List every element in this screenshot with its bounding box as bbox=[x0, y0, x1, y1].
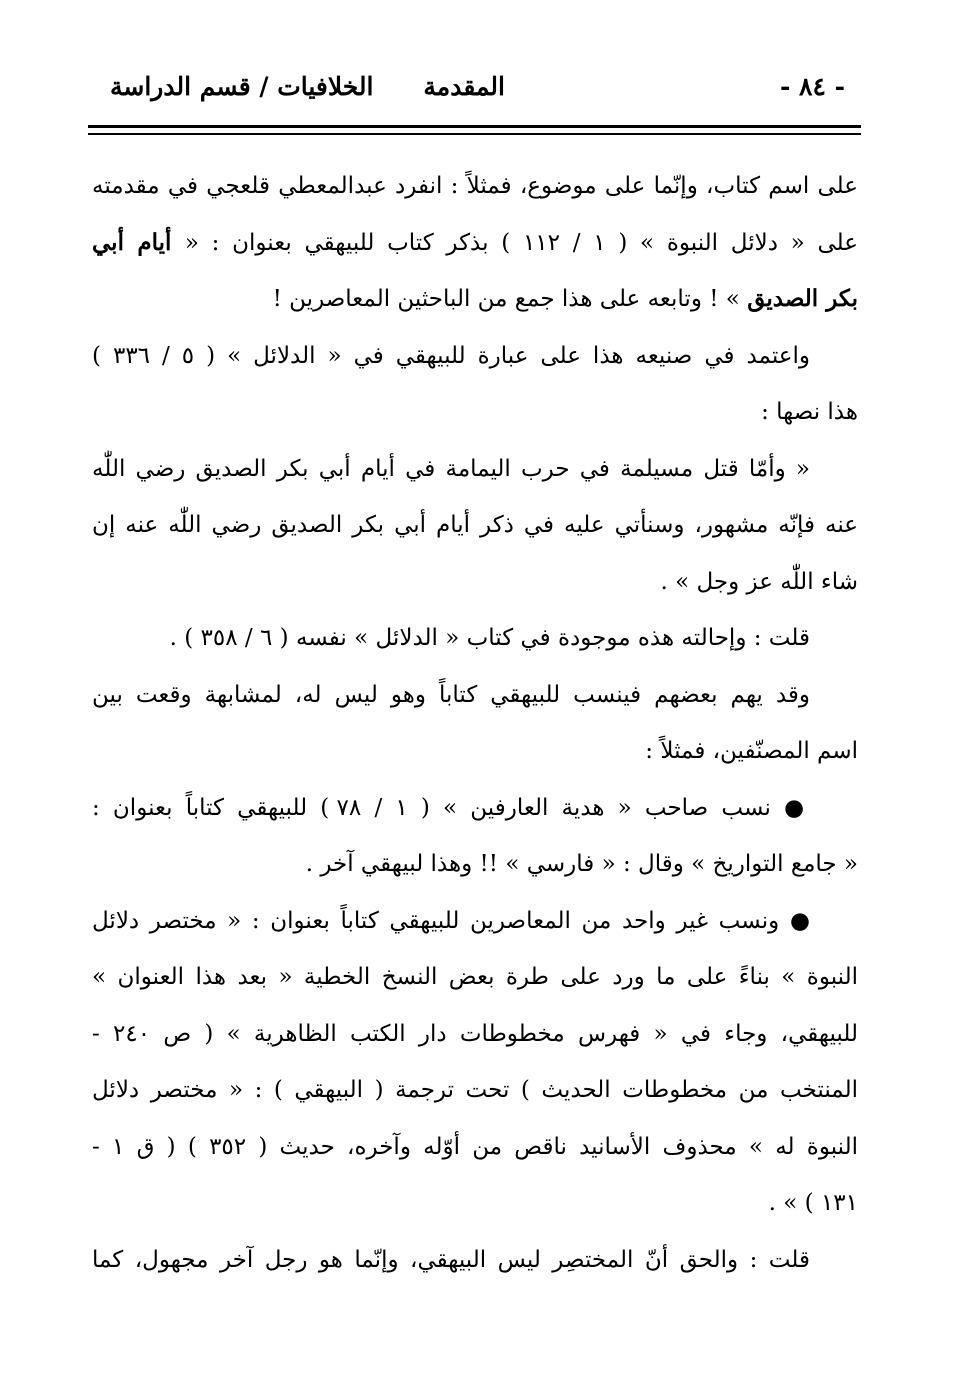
text-run: على « دلائل النبوة » ( ١ / ١١٢ ) بذكر كتاب للبيهقي بعنوان : « bbox=[184, 229, 858, 256]
text-line: للبيهقي، وجاء في « فهرس مخطوطات دار الكتب الظاهرية » ( ص ٢٤٠ - bbox=[92, 1020, 858, 1047]
text-line: ١٣١ ) » . bbox=[768, 1190, 858, 1216]
text-line: اسم المصنّفين، فمثلاً : bbox=[645, 738, 858, 764]
quote-line: شاء اللّٰه عز وجل » . bbox=[660, 568, 858, 595]
bold-title-run: أيام أبي bbox=[92, 228, 185, 256]
body-text bbox=[92, 158, 858, 1288]
text-line: المنتخب من مخطوطات الحديث ) تحت ترجمة ( البيهقي ) : « مختصر دلائل bbox=[92, 1077, 858, 1103]
bold-title-run: بكر الصديق bbox=[747, 285, 858, 312]
text-line: النبوة له » محذوف الأسانيد ناقص من أوّله وآخره، حديث ( ٣٥٢ ) ( ق ١ - bbox=[92, 1133, 858, 1160]
text-line bbox=[92, 215, 858, 272]
quote-line: « وأمّا قتل مسيلمة في حرب اليمامة في أيام أبي بكر الصديق رضي اللّٰه bbox=[92, 455, 810, 482]
text-run: » ! وتابعه على هذا جمع من الباحثين المعاصرين ! bbox=[272, 286, 748, 312]
quote-line: عنه فإنّه مشهور، وسنأتي عليه في ذكر أيام أبي بكر الصديق رضي اللّٰه عنه إن bbox=[92, 512, 858, 538]
text-line: النبوة » بناءً على ما ورد على طرة بعض النسخ الخطية « بعد هذا العنوان » bbox=[92, 964, 858, 990]
bullet-line: ● ونسب غير واحد من المعاصرين للبيهقي كتاباً بعنوان : « مختصر دلائل bbox=[92, 907, 810, 934]
page-number: - ٨٤ - bbox=[779, 72, 845, 101]
text-line: وقد يهم بعضهم فينسب للبيهقي كتاباً وهو ليس له، لمشابهة وقعت بين bbox=[92, 681, 810, 708]
text-line bbox=[92, 271, 858, 328]
text-line: على اسم كتاب، وإنّما على موضوع، فمثلاً : انفرد عبدالمعطي قلعجي في مقدمته bbox=[92, 173, 858, 199]
bullet-line: ● نسب صاحب « هدية العارفين » ( ١ / ٧٨ ) للبيهقي كتاباً بعنوان : bbox=[92, 794, 810, 821]
text-line: قلت : وإحالته هذه موجودة في كتاب « الدلائل » نفسه ( ٦ / ٣٥٨ ) . bbox=[169, 625, 810, 651]
text-line: واعتمد في صنيعه هذا على عبارة للبيهقي في « الدلائل » ( ٥ / ٣٣٦ ) bbox=[92, 342, 811, 369]
text-line: هذا نصها : bbox=[761, 399, 858, 425]
section-title: المقدمة bbox=[423, 72, 505, 101]
book-title: الخلافيات / قسم الدراسة bbox=[110, 72, 374, 101]
running-header bbox=[110, 72, 845, 112]
header-rule-thick bbox=[88, 125, 861, 128]
text-line: قلت : والحق أنّ المختصِر ليس البيهقي، وإنّما هو رجل آخر مجهول، كما bbox=[92, 1246, 810, 1273]
text-line: « جامع التواريخ » وقال : « فارسي » !! وهذا لبيهقي آخر . bbox=[305, 851, 858, 877]
header-rule-thin bbox=[88, 133, 861, 135]
